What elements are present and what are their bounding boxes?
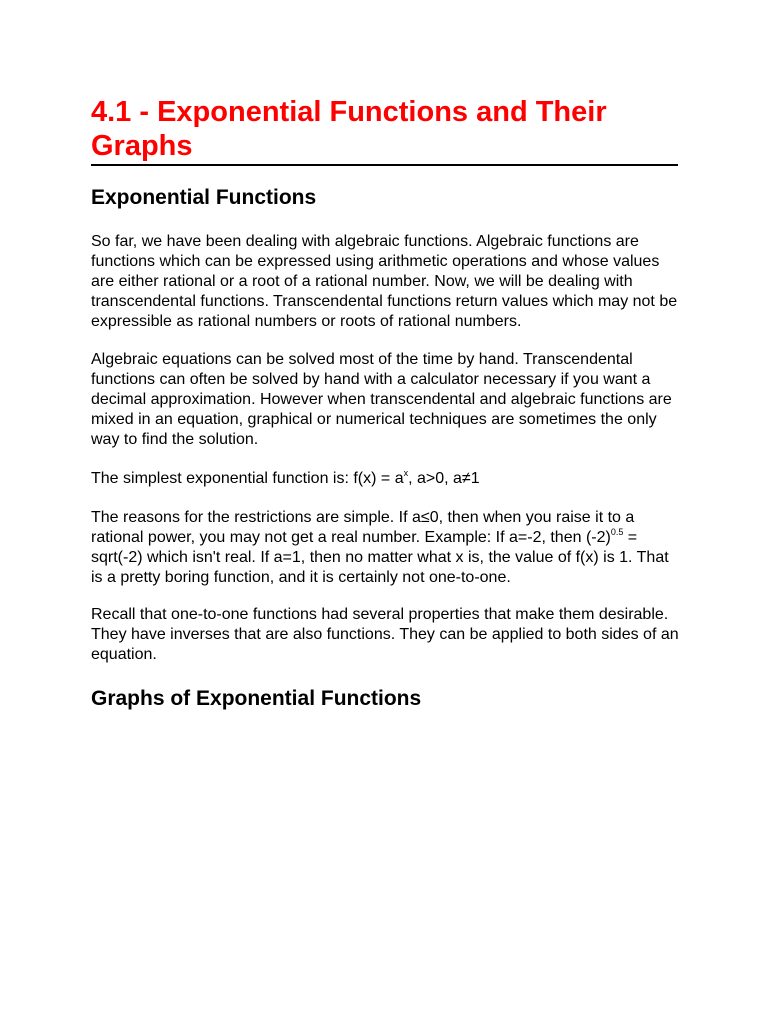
restrictions-text-before: The reasons for the restrictions are simple. If a≤0, then when you raise it to a rational power, you may not get a real number. Example: If a=-2, then (-2): [91, 509, 635, 546]
title-underline-rule: [91, 164, 678, 166]
document-content: [91, 95, 679, 712]
section-heading-graphs: Graphs of Exponential Functions: [91, 687, 422, 710]
restrictions-text-after: = sqrt(-2) which isn't real. If a=1, then no matter what x is, the value of f(x) is 1. That is a pretty boring function, and it is certainly not one-to-one.: [91, 529, 669, 586]
formula-exponent: x: [403, 468, 409, 478]
paragraph-simplest-exponential: [91, 469, 679, 489]
section-heading-exponential-functions: Exponential Functions: [91, 186, 317, 209]
paragraph-restrictions: [91, 508, 679, 588]
paragraph-transcendental-solving: Algebraic equations can be solved most of the time by hand. Transcendental functions can often be solved by hand with a calculator necessary if you want a decimal approximation. However when transcendental and algebraic functions are mixed in an equation, graphical or numerical techniques are sometimes the only way to find the solution.: [91, 351, 672, 448]
restrictions-exponent: 0.5: [610, 527, 624, 537]
paragraph-one-to-one: Recall that one-to-one functions had several properties that make them desirable. They have inverses that are also functions. They can be applied to both sides of an equation.: [91, 606, 679, 663]
formula-text-after: , a>0, a≠1: [408, 470, 480, 487]
page-title: 4.1 - Exponential Functions and Their Graphs: [91, 96, 607, 162]
formula-text-before: The simplest exponential function is: f(x) = a: [91, 470, 404, 487]
paragraph-algebraic-functions: So far, we have been dealing with algebraic functions. Algebraic functions are functions which can be expressed using arithmetic operations and whose values are either rational or a root of a rational number. Now, we will be dealing with transcendental functions. Transcendental functions return values which may not be expressible as rational numbers or roots of rational numbers.: [91, 233, 678, 330]
